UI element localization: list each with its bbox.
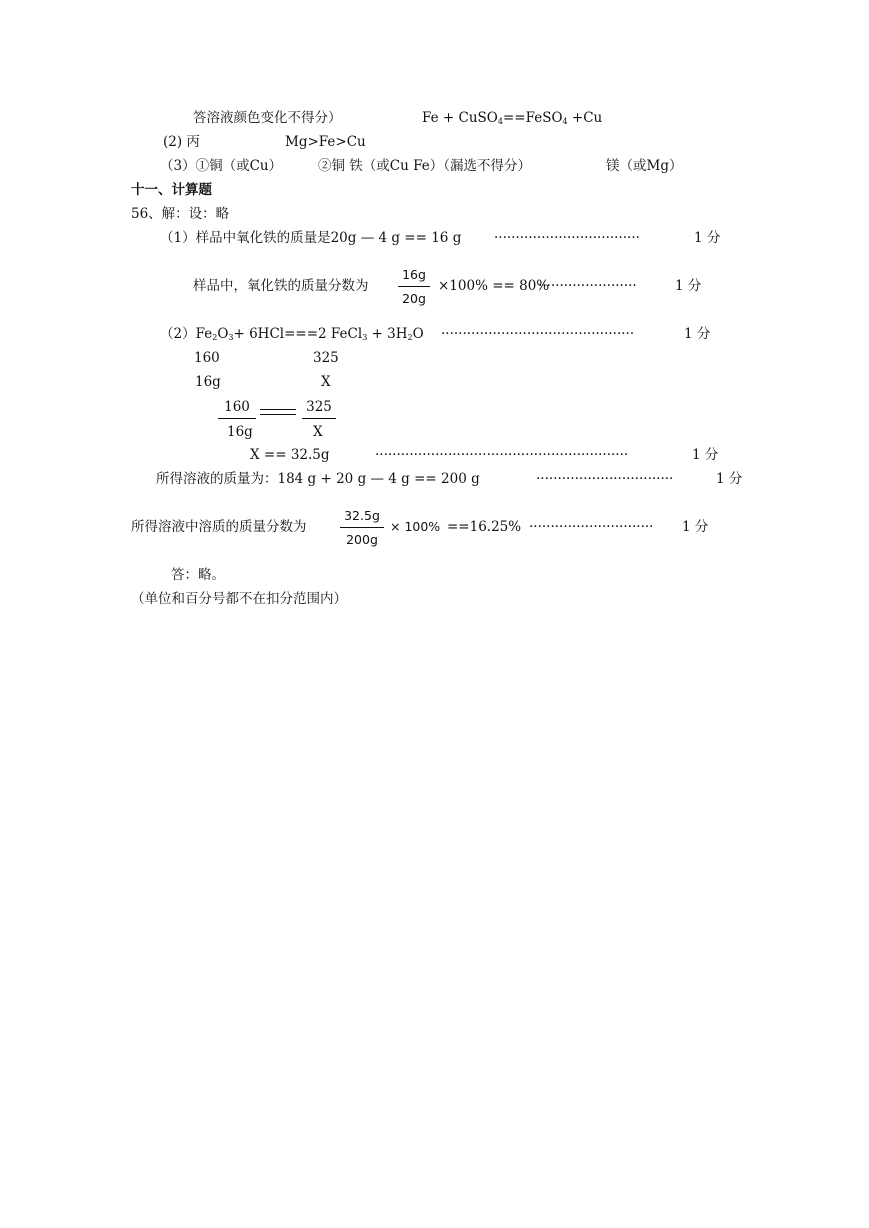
proportion-left-denominator: 16g <box>227 424 253 440</box>
proportion-right-denominator: X <box>313 424 323 440</box>
fraction-denominator: 200g <box>346 531 378 547</box>
dot-leader: ······················· <box>538 278 637 294</box>
score-1: 1 分 <box>694 230 721 246</box>
fraction-bar <box>398 286 430 287</box>
solute-fraction-label: 所得溶液中溶质的质量分数为 <box>131 519 307 535</box>
times-100-percent: × 100% <box>390 519 441 534</box>
equation-fe2o3-hcl: $(2)Fe_2O_3+ 6HCl===2$ FeCl$_3$ + $3H_2O$ <box>160 326 424 342</box>
step-1: （1）样品中氧化铁的质量是20g — 4 g == 16 g <box>160 230 462 246</box>
percent-result-16-25: ==16.25% <box>447 519 522 535</box>
dot-leader: ································ <box>536 471 674 487</box>
dot-leader: ············································· <box>441 326 635 342</box>
equation-fe-cuso4: Fe + CuSO$_4$==FeSO$_4$ +Cu <box>422 110 603 126</box>
text-line-3a: （3）①铜（或Cu） <box>160 158 283 174</box>
text-line-2a: (2) 丙 <box>163 134 200 150</box>
question-56: 56、解：设：略 <box>131 206 230 222</box>
proportion-right-numerator: 325 <box>302 401 336 419</box>
answer: 答：略。 <box>171 567 225 583</box>
x-result: X == 32.5g <box>250 447 330 463</box>
dot-leader: ··························································· <box>375 447 629 463</box>
fraction-numerator: 16g <box>402 267 426 282</box>
double-equals <box>260 409 296 415</box>
text-line-3b: ②铜 铁（或Cu Fe）（漏选不得分） <box>318 158 531 174</box>
score-2: 1 分 <box>675 278 702 294</box>
given-16g: 16g <box>195 374 221 390</box>
text-line-1a: 答溶液颜色变化不得分） <box>193 110 342 126</box>
percent-result-80: ×100% == 80% <box>438 278 550 294</box>
fraction-16-over-20 <box>398 269 430 305</box>
score-5: 1 分 <box>716 471 743 487</box>
score-4: 1 分 <box>692 447 719 463</box>
solution-mass: 所得溶液的质量为：184 g + 20 g — 4 g == 200 g <box>156 471 480 487</box>
section-heading: 十一、计算题 <box>131 182 212 198</box>
dot-leader: ·································· <box>494 230 640 246</box>
score-6: 1 分 <box>682 519 709 535</box>
dot-leader: ····························· <box>529 519 654 535</box>
grading-note: （单位和百分号都不在扣分范围内） <box>131 591 347 607</box>
proportion-left-numerator: 160 <box>218 401 256 419</box>
fraction-bar <box>340 527 384 528</box>
mass-fraction-label: 样品中，氧化铁的质量分数为 <box>193 278 369 294</box>
molar-mass-160: 160 <box>194 350 220 366</box>
text-line-3c: 镁（或Mg） <box>606 158 683 174</box>
fraction-denominator: 20g <box>402 290 426 306</box>
fraction-numerator: 32.5g <box>344 508 380 523</box>
score-3: 1 分 <box>684 326 711 342</box>
activity-order: Mg>Fe>Cu <box>285 134 366 150</box>
molar-mass-325: 325 <box>313 350 339 366</box>
unknown-x: X <box>321 374 331 390</box>
fraction-32-5-over-200 <box>340 510 384 546</box>
